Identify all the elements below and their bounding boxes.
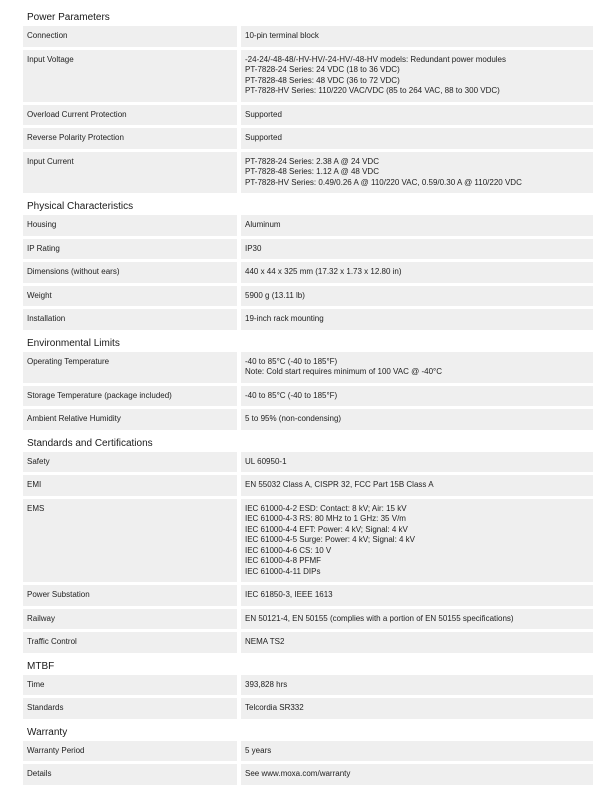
section-standards-and-certifications [23, 435, 593, 653]
spec-row-operating-temperature [23, 352, 593, 383]
spec-label: Safety [23, 452, 237, 473]
spec-value-line: Supported [245, 109, 282, 119]
spec-value [241, 105, 593, 126]
spec-row-ems [23, 499, 593, 583]
spec-label: Details [23, 764, 237, 785]
spec-label: Weight [23, 286, 237, 307]
spec-label: Time [23, 675, 237, 696]
spec-label: Operating Temperature [23, 352, 237, 383]
spec-value [241, 409, 593, 430]
spec-value [241, 309, 593, 330]
spec-value-line: PT-7828-48 Series: 1.12 A @ 48 VDC [245, 167, 379, 176]
spec-label: Warranty Period [23, 741, 237, 762]
spec-value [241, 698, 593, 719]
spec-label: Input Voltage [23, 50, 237, 102]
spec-row-housing [23, 215, 593, 236]
spec-value-line: IP30 [245, 243, 262, 253]
spec-row-details [23, 764, 593, 785]
spec-row-railway [23, 609, 593, 630]
spec-value [241, 386, 593, 407]
spec-row-storage-temperature-package-included [23, 386, 593, 407]
spec-value [241, 499, 593, 583]
spec-value-line: 393,828 hrs [245, 679, 288, 689]
spec-value [241, 741, 593, 762]
spec-value [241, 675, 593, 696]
spec-value-line: 5 to 95% (non-condensing) [245, 414, 342, 423]
spec-value-line: -40 to 85°C (-40 to 185°F) [245, 356, 338, 366]
spec-label: Storage Temperature (package included) [23, 386, 237, 407]
spec-value [241, 215, 593, 236]
spec-value-line: 440 x 44 x 325 mm (17.32 x 1.73 x 12.80 in) [245, 267, 402, 276]
section-title: Physical Characteristics [27, 201, 134, 212]
spec-row-overload-current-protection [23, 105, 593, 126]
spec-value-line: IEC 61000-4-11 DIPs [245, 566, 321, 576]
spec-value [241, 262, 593, 283]
spec-label: Power Substation [23, 585, 237, 606]
spec-row-input-current [23, 152, 593, 194]
spec-value [241, 239, 593, 260]
section-title: Warranty [27, 726, 68, 738]
spec-value [241, 152, 593, 194]
section-title: MTBF [27, 660, 55, 672]
spec-label: Ambient Relative Humidity [23, 409, 237, 430]
spec-value-line: -24-24/-48-48/-HV-HV/-24-HV/-48-HV models: Redundant power modules [245, 54, 507, 64]
spec-row-weight [23, 286, 593, 307]
spec-value [241, 764, 593, 785]
spec-value-line: See www.moxa.com/warranty [245, 769, 351, 778]
spec-row-standards [23, 698, 593, 719]
spec-row-dimensions-without-ears [23, 262, 593, 283]
spec-value [241, 632, 593, 653]
spec-value [241, 452, 593, 473]
spec-value [241, 609, 593, 630]
spec-label: Input Current [23, 152, 237, 194]
spec-value-line: UL 60950-1 [245, 456, 287, 466]
spec-row-ip-rating [23, 239, 593, 260]
spec-value-line: Aluminum [245, 220, 281, 229]
section-title: Standards and Certifications [27, 437, 153, 449]
spec-value-line: -40 to 85°C (-40 to 185°F) [245, 390, 338, 400]
section-environmental-limits [23, 335, 593, 430]
spec-label: Installation [23, 309, 237, 330]
spec-value-line: IEC 61000-4-4 EFT: Power: 4 kV; Signal: 4 kV [245, 524, 408, 534]
spec-label: Traffic Control [23, 632, 237, 653]
spec-label: Standards [23, 698, 237, 719]
spec-row-traffic-control [23, 632, 593, 653]
spec-value-line: EN 50121-4, EN 50155 (complies with a portion of EN 50155 specifications) [245, 613, 514, 623]
section-power-parameters [23, 9, 593, 193]
spec-value-line: PT-7828-48 Series: 48 VDC (36 to 72 VDC) [245, 75, 400, 85]
spec-row-power-substation [23, 585, 593, 606]
spec-value-line: IEC 61000-4-6 CS: 10 V [245, 545, 332, 555]
spec-label: Reverse Polarity Protection [23, 128, 237, 149]
spec-value [241, 128, 593, 149]
spec-label: Connection [23, 26, 237, 47]
spec-value-line: Telcordia SR332 [245, 703, 304, 712]
spec-label: Dimensions (without ears) [23, 262, 237, 283]
spec-value-line: NEMA TS2 [245, 637, 285, 646]
spec-value-line: 10-pin terminal block [245, 31, 319, 40]
spec-value-line: PT-7828-24 Series: 2.38 A @ 24 VDC [245, 156, 379, 166]
spec-value-line: IEC 61000-4-2 ESD: Contact: 8 kV; Air: 15 kV [245, 503, 407, 513]
spec-value [241, 585, 593, 606]
spec-row-emi [23, 475, 593, 496]
spec-value [241, 352, 593, 383]
spec-label: Housing [23, 215, 237, 236]
spec-value-line: 5900 g (13.11 lb) [245, 290, 305, 300]
spec-label: EMS [23, 499, 237, 583]
spec-row-installation [23, 309, 593, 330]
spec-value-line: 19-inch rack mounting [245, 314, 324, 323]
spec-value-line: 5 years [245, 745, 272, 755]
spec-value [241, 26, 593, 47]
spec-value-line: IEC 61000-4-5 Surge: Power: 4 kV; Signal: 4 kV [245, 535, 416, 544]
spec-value [241, 286, 593, 307]
spec-row-time [23, 675, 593, 696]
spec-row-ambient-relative-humidity [23, 409, 593, 430]
spec-value-line: PT-7828-24 Series: 24 VDC (18 to 36 VDC) [245, 65, 400, 74]
section-warranty [23, 724, 593, 785]
section-physical-characteristics [23, 198, 593, 330]
spec-row-input-voltage [23, 50, 593, 102]
spec-value [241, 475, 593, 496]
spec-value-line: PT-7828-HV Series: 0.49/0.26 A @ 110/220 VAC, 0.59/0.30 A @ 110/220 VDC [245, 177, 522, 187]
spec-label: Railway [23, 609, 237, 630]
spec-value-line: IEC 61000-4-8 PFMF [245, 556, 322, 565]
section-mtbf [23, 658, 593, 719]
spec-value-line: IEC 61850-3, IEEE 1613 [245, 590, 333, 599]
spec-value-line: Note: Cold start requires minimum of 100 VAC @ -40°C [245, 367, 443, 376]
spec-value-line: EN 55032 Class A, CISPR 32, FCC Part 15B Class A [245, 480, 434, 489]
spec-value-line: IEC 61000-4-3 RS: 80 MHz to 1 GHz: 35 V/m [245, 514, 406, 523]
spec-value-line: Supported [245, 133, 282, 142]
section-title: Power Parameters [27, 12, 110, 23]
spec-row-connection [23, 26, 593, 47]
spec-row-reverse-polarity-protection [23, 128, 593, 149]
spec-value [241, 50, 593, 102]
spec-label: EMI [23, 475, 237, 496]
section-title: Environmental Limits [27, 337, 120, 349]
spec-label: IP Rating [23, 239, 237, 260]
spec-value-line: PT-7828-HV Series: 110/220 VAC/VDC (85 to 264 VAC, 88 to 300 VDC) [245, 86, 500, 95]
spec-label: Overload Current Protection [23, 105, 237, 126]
spec-row-safety [23, 452, 593, 473]
spec-row-warranty-period [23, 741, 593, 762]
